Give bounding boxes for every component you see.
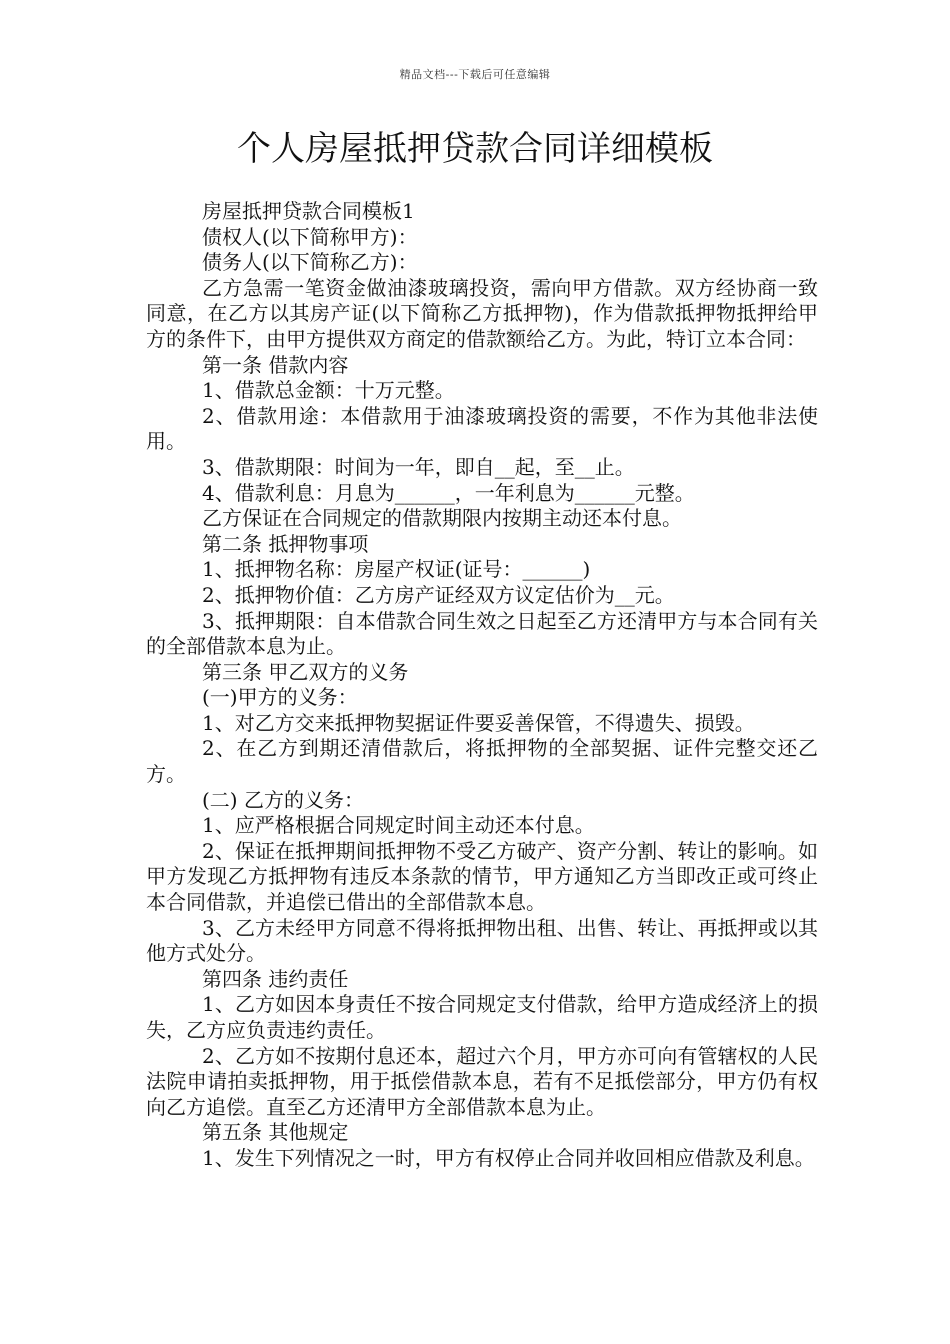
header-note: 精品文档---下载后可任意编辑 <box>399 68 551 81</box>
article-1-item-3: 3、借款期限：时间为一年，即自__起，至__止。 <box>202 454 635 479</box>
article-2-item-3: 3、抵押期限：自本借款合同生效之日起至乙方还清甲方与本合同有关的全部借款本息为止。 <box>146 608 818 659</box>
article-3-heading: 第三条 甲乙双方的义务 <box>202 659 409 684</box>
article-3-party-b-item-3: 3、乙方未经甲方同意不得将抵押物出租、出售、转让、再抵押或以其他方式处分。 <box>146 915 818 966</box>
paragraph-creditor: 债权人(以下简称甲方)： <box>202 224 418 249</box>
article-2-item-1: 1、抵押物名称：房屋产权证(证号：______) <box>202 557 591 582</box>
article-2-item-2: 2、抵押物价值：乙方房产证经双方议定估价为__元。 <box>202 582 675 607</box>
article-3-party-a-heading: (一)甲方的义务： <box>202 685 358 710</box>
article-5-item-1: 1、发生下列情况之一时，甲方有权停止合同并收回相应借款及利息。 <box>202 1145 815 1170</box>
document-body <box>146 199 818 1172</box>
article-3-party-b-heading: (二) 乙方的义务： <box>202 787 364 812</box>
article-3-party-a-item-1: 1、对乙方交来抵押物契据证件要妥善保管，不得遗失、损毁。 <box>202 710 755 735</box>
paragraph-debtor: 债务人(以下简称乙方)： <box>202 250 418 275</box>
article-3-party-b-item-1: 1、应严格根据合同规定时间主动还本付息。 <box>202 813 595 838</box>
article-1-item-2: 2、借款用途：本借款用于油漆玻璃投资的需要，不作为其他非法使用。 <box>146 403 818 454</box>
article-4-item-2: 2、乙方如不按期付息还本，超过六个月，甲方亦可向有管辖权的人民法院申请拍卖抵押物，用于抵偿借款本息，若有不足抵偿部分，甲方仍有权向乙方追偿。直至乙方还清甲方全部借款本息为止。 <box>146 1043 818 1119</box>
paragraph-template-heading: 房屋抵押贷款合同模板1 <box>202 199 415 223</box>
article-3-party-b-item-2: 2、保证在抵押期间抵押物不受乙方破产、资产分割、转让的影响。如甲方发现乙方抵押物有违反本条款的情节，甲方通知乙方当即改正或可终止本合同借款，并追偿已借出的全部借款本息。 <box>146 838 818 915</box>
article-2-heading: 第二条 抵押物事项 <box>202 531 369 556</box>
article-1-heading: 第一条 借款内容 <box>202 352 349 377</box>
article-4-item-1: 1、乙方如因本身责任不按合同规定支付借款，给甲方造成经济上的损失，乙方应负责违约责任。 <box>146 992 818 1042</box>
article-3-party-a-item-2: 2、在乙方到期还清借款后，将抵押物的全部契据、证件完整交还乙方。 <box>146 736 818 787</box>
article-5-heading: 第五条 其他规定 <box>202 1120 349 1145</box>
article-4-heading: 第四条 违约责任 <box>202 966 349 991</box>
article-1-item-4: 4、借款利息：月息为______，一年利息为______元整。 <box>202 480 695 505</box>
paragraph-preamble: 乙方急需一笔资金做油漆玻璃投资，需向甲方借款。双方经协商一致同意，在乙方以其房产证(以下简称乙方抵押物)，作为借款抵押物抵押给甲方的条件下，由甲方提供双方商定的借款额给乙方。为此，特订立本合同： <box>146 275 818 351</box>
article-1-guarantee: 乙方保证在合同规定的借款期限内按期主动还本付息。 <box>202 506 682 531</box>
article-1-item-1: 1、借款总金额：十万元整。 <box>202 378 455 403</box>
document-title: 个人房屋抵押贷款合同详细模板 <box>237 129 713 169</box>
